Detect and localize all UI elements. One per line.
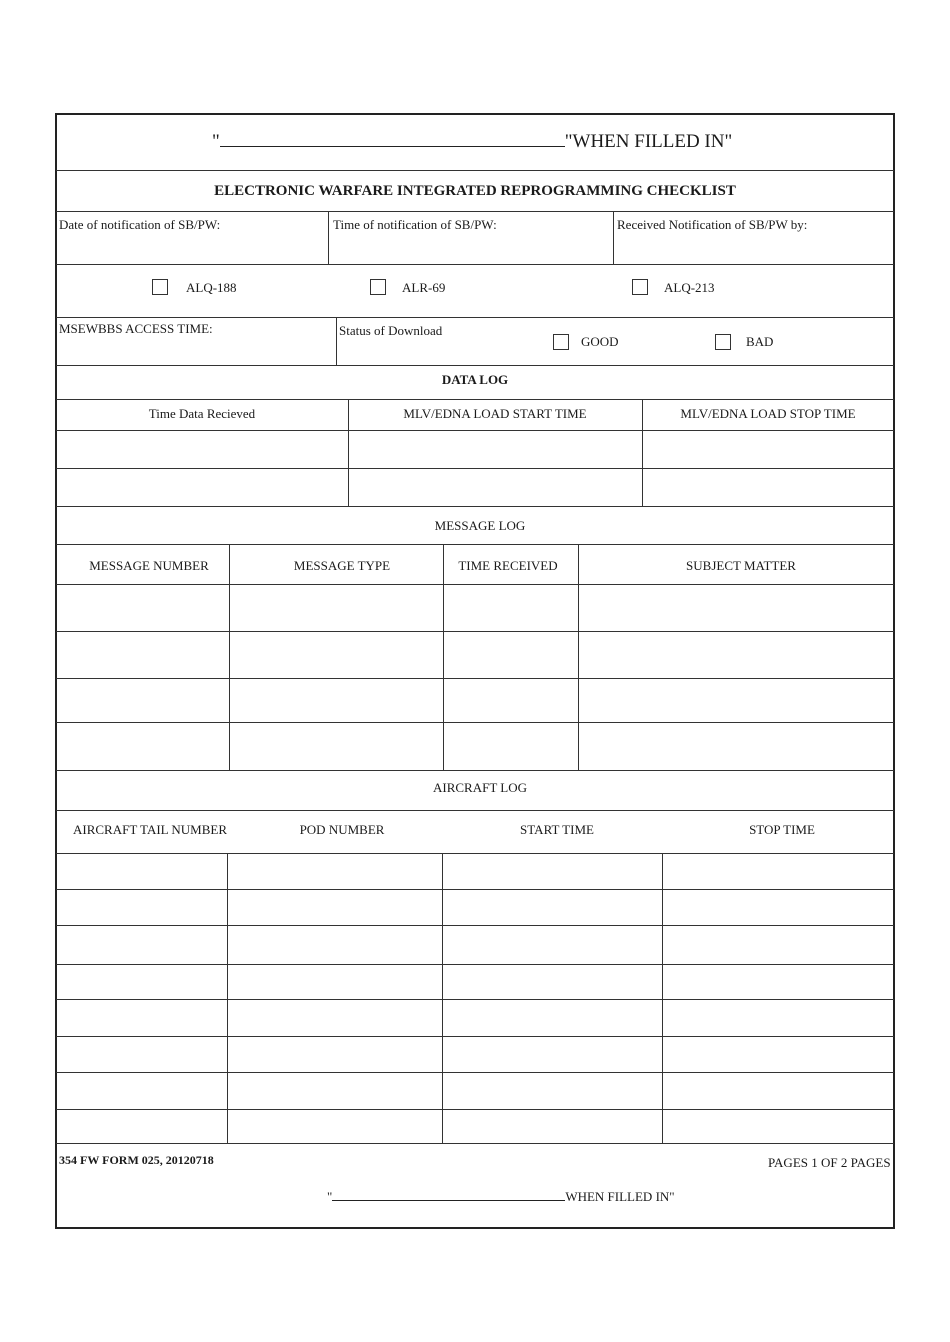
classification-blank[interactable] bbox=[220, 146, 565, 147]
divider bbox=[56, 1143, 894, 1144]
msewbbs-access-field[interactable] bbox=[58, 340, 332, 362]
aircraft-log-cell[interactable] bbox=[663, 1073, 893, 1108]
divider bbox=[56, 365, 894, 366]
message-log-cell[interactable] bbox=[230, 632, 442, 678]
aircraft-log-cell[interactable] bbox=[228, 890, 441, 924]
aircraft-log-cell[interactable] bbox=[228, 1073, 441, 1108]
aircraft-log-cell[interactable] bbox=[443, 1073, 661, 1108]
aircraft-log-cell[interactable] bbox=[443, 1110, 661, 1142]
message-log-cell[interactable] bbox=[444, 723, 577, 769]
aircraft-log-cell[interactable] bbox=[443, 890, 661, 924]
form-title: ELECTRONIC WARFARE INTEGRATED REPROGRAMMING CHECKLIST bbox=[214, 183, 736, 199]
divider bbox=[56, 506, 894, 507]
aircraft-log-cell[interactable] bbox=[57, 1000, 226, 1035]
message-log-cell[interactable] bbox=[579, 632, 893, 678]
message-log-cell[interactable] bbox=[444, 632, 577, 678]
message-log-cell[interactable] bbox=[230, 585, 442, 631]
time-of-notification-field[interactable] bbox=[332, 236, 609, 260]
message-log-cell[interactable] bbox=[230, 723, 442, 769]
time-of-notification-label: Time of notification of SB/PW: bbox=[333, 217, 497, 232]
aircraft-log-cell[interactable] bbox=[57, 965, 226, 998]
date-of-notification-label: Date of notification of SB/PW: bbox=[59, 217, 221, 232]
message-log-cell[interactable] bbox=[579, 723, 893, 769]
data-log-cell[interactable] bbox=[57, 431, 347, 468]
received-by-field[interactable] bbox=[616, 236, 890, 260]
data-log-col-load-start: MLV/EDNA LOAD START TIME bbox=[403, 406, 587, 421]
message-log-cell[interactable] bbox=[579, 585, 893, 631]
data-log-col-time-received: Time Data Recieved bbox=[148, 406, 256, 421]
alq-213-label: ALQ-213 bbox=[664, 280, 715, 295]
form-id: 354 FW FORM 025, 20120718 bbox=[59, 1153, 214, 1167]
aircraft-log-title: AIRCRAFT LOG bbox=[432, 780, 528, 795]
aircraft-log-cell[interactable] bbox=[57, 854, 226, 888]
aircraft-log-cell[interactable] bbox=[228, 965, 441, 998]
aircraft-log-col-start-time: START TIME bbox=[520, 822, 594, 837]
aircraft-log-cell[interactable] bbox=[443, 854, 661, 888]
message-log-cell[interactable] bbox=[444, 585, 577, 631]
data-log-cell[interactable] bbox=[349, 469, 641, 506]
footer-classification-line bbox=[327, 1189, 675, 1205]
msewbbs-access-label: MSEWBBS ACCESS TIME: bbox=[59, 321, 213, 336]
alq-213-checkbox[interactable] bbox=[632, 279, 648, 295]
data-log-cell[interactable] bbox=[349, 431, 641, 468]
aircraft-log-cell[interactable] bbox=[228, 1000, 441, 1035]
message-log-cell[interactable] bbox=[57, 723, 228, 769]
message-log-cell[interactable] bbox=[230, 679, 442, 722]
page-count: PAGES 1 OF 2 PAGES bbox=[768, 1155, 891, 1170]
divider bbox=[613, 211, 614, 264]
message-log-cell[interactable] bbox=[444, 679, 577, 722]
aircraft-log-cell[interactable] bbox=[57, 890, 226, 924]
aircraft-log-cell[interactable] bbox=[663, 1000, 893, 1035]
alr-69-label: ALR-69 bbox=[402, 280, 446, 295]
alr-69-checkbox[interactable] bbox=[370, 279, 386, 295]
message-log-cell[interactable] bbox=[57, 632, 228, 678]
data-log-cell[interactable] bbox=[643, 431, 893, 468]
divider bbox=[56, 317, 894, 318]
divider bbox=[56, 770, 894, 771]
aircraft-log-cell[interactable] bbox=[663, 890, 893, 924]
aircraft-log-cell[interactable] bbox=[443, 965, 661, 998]
footer-when-filled: WHEN FILLED IN" bbox=[565, 1189, 675, 1204]
message-log-col-number: MESSAGE NUMBER bbox=[89, 558, 209, 573]
footer-quote-open: " bbox=[327, 1189, 333, 1204]
footer-classification-blank[interactable] bbox=[332, 1200, 565, 1201]
message-log-title: MESSAGE LOG bbox=[434, 518, 526, 533]
bad-label: BAD bbox=[746, 334, 774, 349]
aircraft-log-cell[interactable] bbox=[663, 854, 893, 888]
aircraft-log-col-pod-number: POD NUMBER bbox=[299, 822, 385, 837]
aircraft-log-cell[interactable] bbox=[443, 926, 661, 963]
aircraft-log-cell[interactable] bbox=[228, 1110, 441, 1142]
message-log-cell[interactable] bbox=[57, 585, 228, 631]
aircraft-log-col-stop-time: STOP TIME bbox=[749, 822, 815, 837]
good-label: GOOD bbox=[581, 334, 619, 349]
message-log-col-subject: SUBJECT MATTER bbox=[686, 558, 796, 573]
aircraft-log-cell[interactable] bbox=[663, 965, 893, 998]
message-log-col-time: TIME RECEIVED bbox=[458, 558, 558, 573]
good-checkbox[interactable] bbox=[553, 334, 569, 350]
bad-checkbox[interactable] bbox=[715, 334, 731, 350]
aircraft-log-cell[interactable] bbox=[57, 926, 226, 963]
divider bbox=[56, 399, 894, 400]
divider bbox=[336, 317, 337, 365]
data-log-cell[interactable] bbox=[57, 469, 347, 506]
aircraft-log-col-tail-number: AIRCRAFT TAIL NUMBER bbox=[72, 822, 227, 837]
alq-188-checkbox[interactable] bbox=[152, 279, 168, 295]
aircraft-log-cell[interactable] bbox=[57, 1073, 226, 1108]
aircraft-log-cell[interactable] bbox=[663, 1037, 893, 1071]
aircraft-log-cell[interactable] bbox=[228, 854, 441, 888]
data-log-col-load-stop: MLV/EDNA LOAD STOP TIME bbox=[680, 406, 856, 421]
divider bbox=[328, 211, 329, 264]
divider bbox=[56, 544, 894, 545]
aircraft-log-cell[interactable] bbox=[443, 1000, 661, 1035]
aircraft-log-cell[interactable] bbox=[228, 926, 441, 963]
message-log-cell[interactable] bbox=[579, 679, 893, 722]
header-classification-line bbox=[212, 131, 732, 153]
data-log-title: DATA LOG bbox=[441, 372, 509, 387]
header-quote-open: " bbox=[212, 131, 220, 152]
alq-188-label: ALQ-188 bbox=[186, 280, 237, 295]
message-log-col-type: MESSAGE TYPE bbox=[293, 558, 391, 573]
status-of-download-label: Status of Download bbox=[339, 323, 443, 338]
aircraft-log-cell[interactable] bbox=[663, 926, 893, 963]
aircraft-log-cell[interactable] bbox=[443, 1037, 661, 1071]
aircraft-log-cell[interactable] bbox=[663, 1110, 893, 1142]
divider bbox=[56, 264, 894, 265]
divider bbox=[56, 170, 894, 171]
aircraft-log-cell[interactable] bbox=[57, 1110, 226, 1142]
data-log-cell[interactable] bbox=[643, 469, 893, 506]
divider bbox=[56, 810, 894, 811]
date-of-notification-field[interactable] bbox=[58, 236, 324, 260]
divider bbox=[56, 211, 894, 212]
received-by-label: Received Notification of SB/PW by: bbox=[617, 217, 808, 232]
aircraft-log-cell[interactable] bbox=[57, 1037, 226, 1071]
header-when-filled: "WHEN FILLED IN" bbox=[564, 131, 733, 152]
aircraft-log-cell[interactable] bbox=[228, 1037, 441, 1071]
message-log-cell[interactable] bbox=[57, 679, 228, 722]
